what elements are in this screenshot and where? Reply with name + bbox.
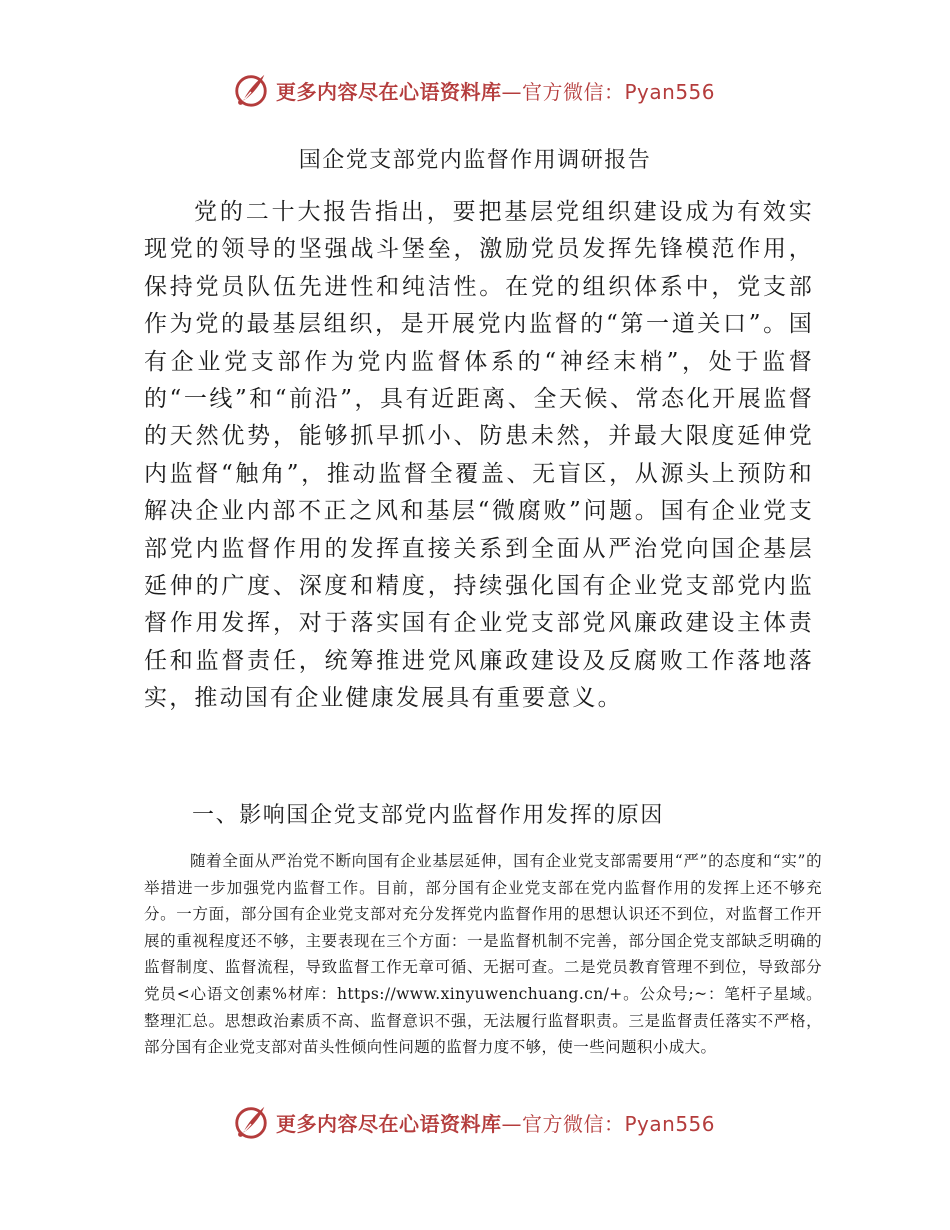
header-watermark-banner: [232, 68, 715, 112]
intro-paragraph: 党的二十大报告指出，要把基层党组织建设成为有效实现党的领导的坚强战斗堡垒，激励党员发挥先锋模范作用，保持党员队伍先进性和纯洁性。在党的组织体系中，党支部作为党的最基层组织，是开展党内监督的“第一道关口”。国有企业党支部作为党内监督体系的“神经末梢”，处于监督的“一线”和“前沿”，具有近距离、全天候、常态化开展监督的天然优势，能够抓早抓小、防患未然，并最大限度延伸党内监督“触角”，推动监督全覆盖、无盲区，从源头上预防和解决企业内部不正之风和基层“微腐败”问题。国有企业党支部党内监督作用的发挥直接关系到全面从严治党向国企基层延伸的广度、深度和精度，持续强化国有企业党支部党内监督作用发挥，对于落实国有企业党支部党风廉政建设主体责任和监督责任，统筹推进党风廉政建设及反腐败工作落地落实，推动国有企业健康发展具有重要意义。: [144, 199, 814, 712]
banner-text: [276, 76, 715, 105]
quill-ink-logo-icon: [232, 1103, 270, 1141]
section-heading: 一、影响国企党支部党内监督作用发挥的原因: [192, 803, 665, 828]
banner-text-rest: —官方微信：Pyan556: [501, 79, 716, 104]
banner-text: [276, 1108, 715, 1137]
quill-ink-logo-icon: [232, 71, 270, 109]
section-paragraph: 随着全面从严治党不断向国有企业基层延伸，国有企业党支部需要用“严”的态度和“实”的举措进一步加强党内监督工作。目前，部分国有企业党支部在党内监督作用的发挥上还不够充分。一方面，部分国有企业党支部对充分发挥党内监督作用的思想认识还不到位，对监督工作开展的重视程度还不够，主要表现在三个方面：一是监督机制不完善，部分国企党支部缺乏明确的监督制度、监督流程，导致监督工作无章可循、无据可查。二是党员教育管理不到位，导致部分党员<心语文创素%材库：https://www.xinyuwenchuang.cn/+。公众号;~：笔杆子星域。整理汇总。思想政治素质不高、监督意识不强，无法履行监督职责。三是监督责任落实不严格，部分国有企业党支部对苗头性倾向性问题的监督力度不够，使一些问题积小成大。: [144, 852, 822, 1057]
footer-watermark-banner: [232, 1100, 715, 1144]
banner-text-highlight: 更多内容尽在心语资料库: [276, 79, 502, 104]
document-title: 国企党支部党内监督作用调研报告: [298, 148, 652, 173]
banner-text-highlight: 更多内容尽在心语资料库: [276, 1111, 502, 1136]
banner-text-rest: —官方微信：Pyan556: [501, 1111, 716, 1136]
